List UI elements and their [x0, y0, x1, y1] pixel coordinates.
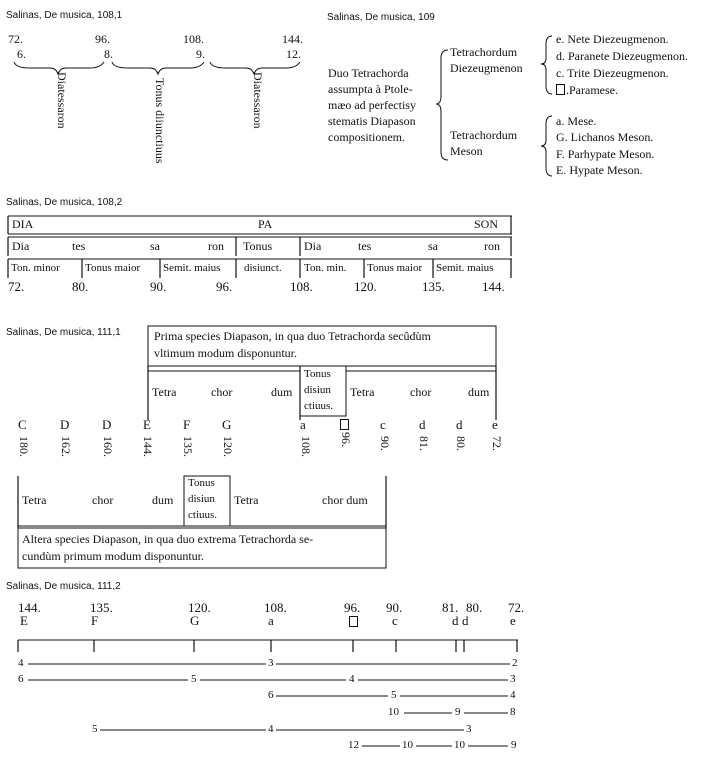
fig1-top-number: 144. — [282, 32, 303, 46]
fig2-note: e. Nete Diezeugmenon. — [556, 32, 669, 46]
fig5-ratio-term: 5 — [92, 723, 98, 735]
fig5-ratio-term: 3 — [510, 673, 516, 685]
fig4-note-letter: a — [300, 417, 306, 432]
fig2-lower-tetrachord: Meson — [450, 144, 483, 158]
fig5-ratio-term: 5 — [391, 689, 397, 701]
fig4-note-letter: d — [419, 417, 426, 432]
fig3-syllable: ron — [208, 239, 224, 253]
caption-fig-108-2: Salinas, De musica, 108,2 — [6, 197, 123, 208]
fig4-lower-tonus: disiun — [188, 493, 215, 505]
fig4-number: 135. — [181, 436, 195, 457]
fig2-lower-tetrachord: Tetrachordum — [450, 128, 518, 142]
fig4-lower-tetra-syllable: chor dum — [322, 493, 368, 507]
fig3-number: 120. — [354, 279, 377, 294]
fig3-number: 135. — [422, 279, 445, 294]
fig4-note-letter: c — [380, 417, 386, 432]
fig3-interval: disiunct. — [244, 262, 282, 274]
fig4-note-letter: e — [492, 417, 498, 432]
fig4-note-letter: E — [143, 417, 151, 432]
fig4-lower-tetra-syllable: chor — [92, 493, 114, 507]
fig5-note-letter: c — [392, 613, 398, 628]
fig5-note-letter: d — [462, 613, 469, 628]
fig2-note: E. Hypate Meson. — [556, 163, 643, 177]
fig4-upper-tetra-syllable: dum — [271, 385, 293, 399]
fig3-interval: Ton. minor — [11, 262, 60, 274]
fig3-interval: Tonus maior — [85, 262, 141, 274]
fig4-lower-tonus: ctiuus. — [188, 509, 218, 521]
fig4-upper-tetra-syllable: dum — [468, 385, 490, 399]
fig4-lower-tetra-syllable: dum — [152, 493, 174, 507]
fig2-note: .Paramese. — [566, 83, 618, 97]
fig4-number: 81. — [417, 436, 431, 451]
fig5-ratio-term: 3 — [466, 723, 472, 735]
fig5-ratio-term: 4 — [18, 657, 24, 669]
fig1-bottom-number: 12. — [286, 47, 301, 61]
fig3-number: 108. — [290, 279, 313, 294]
fig5-ratio-term: 9 — [511, 739, 517, 751]
fig5-ratio-term: 4 — [510, 689, 516, 701]
fig3-syllable: Dia — [12, 239, 30, 253]
fig5-number: 120. — [188, 600, 211, 615]
fig5-ratio-term: 10 — [388, 706, 399, 718]
fig1-top-number: 72. — [8, 32, 23, 46]
fig4-note-letter: D — [60, 417, 70, 432]
fig4-number: 108. — [299, 436, 313, 457]
fig5-ratio-term: 10 — [454, 739, 465, 751]
fig1-bottom-number: 8. — [104, 47, 113, 61]
fig1-top-number: 108. — [183, 32, 204, 46]
fig5-number: 81. — [442, 600, 459, 615]
fig3-number: 72. — [8, 279, 25, 294]
fig5-ratio-term: 4 — [268, 723, 274, 735]
fig4-upper-tetra-syllable: chor — [410, 385, 432, 399]
fig3-tonus: Tonus — [243, 239, 273, 253]
fig3-son: SON — [474, 217, 499, 231]
fig5-note-letter: e — [510, 613, 516, 628]
fig1-diatessaron-label: Diatessaron — [251, 72, 265, 129]
caption-fig-111-2: Salinas, De musica, 111,2 — [6, 581, 121, 592]
fig3-interval: Semit. maius — [436, 262, 494, 274]
fig5-number: 135. — [90, 600, 113, 615]
fig5-ratio-term: 6 — [268, 689, 274, 701]
fig2-upper-tetrachord: Diezeugmenon — [450, 61, 523, 75]
fig2-note: G. Lichanos Meson. — [556, 130, 654, 144]
fig4-number: 180. — [17, 436, 31, 457]
fig5-number: 90. — [386, 600, 403, 615]
fig3-number: 80. — [72, 279, 89, 294]
fig2-intro-line: stematis Diapason — [328, 114, 416, 128]
fig4-top-box-line: Prima species Diapason, in qua duo Tetrachorda secûdùm — [154, 329, 431, 343]
fig4-number: 162. — [59, 436, 73, 457]
caption-fig-109: Salinas, De musica, 109 — [327, 12, 435, 23]
fig1-diatessaron-label: Diatessaron — [55, 72, 69, 129]
fig1-tonus-label: Tonus diiunctiuus — [153, 78, 167, 164]
fig5-ratio-term: 5 — [191, 673, 197, 685]
fig3-syllable: tes — [72, 239, 86, 253]
fig4-bottom-box-line: Altera species Diapason, in qua duo extrema Tetrachorda se- — [22, 532, 314, 546]
fig4-lower-tetra-syllable: Tetra — [22, 493, 47, 507]
fig1-bottom-number: 9. — [196, 47, 205, 61]
fig4-number: 96. — [339, 432, 353, 447]
fig5-note-letter: a — [268, 613, 274, 628]
fig1-top-number: 96. — [95, 32, 110, 46]
fig4-upper-tetra-syllable: chor — [211, 385, 233, 399]
fig5-number: 108. — [264, 600, 287, 615]
fig3-syllable: tes — [358, 239, 372, 253]
fig3-syllable: sa — [150, 239, 160, 253]
fig3-number: 90. — [150, 279, 167, 294]
caption-fig-111-1: Salinas, De musica, 111,1 — [6, 327, 121, 338]
fig2-note: F. Parhypate Meson. — [556, 147, 655, 161]
fig2-intro-line: assumpta à Ptole- — [328, 82, 413, 96]
fig3-dia: DIA — [12, 217, 34, 231]
fig3-syllable: Dia — [304, 239, 322, 253]
fig4-note-letter: d — [456, 417, 463, 432]
fig2-upper-tetrachord: Tetrachordum — [450, 45, 518, 59]
fig5-ratio-term: 8 — [510, 706, 516, 718]
fig3-interval: Ton. min. — [304, 262, 347, 274]
fig5-ratio-term: 10 — [402, 739, 413, 751]
fig5-ratio-term: 12 — [348, 739, 359, 751]
fig2-intro-line: compositionem. — [328, 130, 405, 144]
fig4-upper-tonus: Tonus — [304, 368, 331, 380]
fig5-number: 72. — [508, 600, 525, 615]
fig5-ratio-term: 9 — [455, 706, 461, 718]
fig3-interval: Semit. maius — [163, 262, 221, 274]
fig3-syllable: ron — [484, 239, 500, 253]
fig4-number: 160. — [101, 436, 115, 457]
fig5-note-letter: E — [20, 613, 28, 628]
fig4-note-letter: D — [102, 417, 112, 432]
fig5-ratio-term: 2 — [512, 657, 518, 669]
fig4-lower-tetra-syllable: Tetra — [234, 493, 259, 507]
fig3-syllable: sa — [428, 239, 438, 253]
fig4-note-letter: G — [222, 417, 232, 432]
fig3-number: 96. — [216, 279, 233, 294]
fig2-intro-line: mæo ad perfectisy — [328, 98, 416, 112]
fig5-number: 80. — [466, 600, 483, 615]
fig4-note-letter: C — [18, 417, 27, 432]
fig4-upper-tonus: ctiuus. — [304, 400, 334, 412]
fig5-note-letter: F — [91, 613, 99, 628]
fig4-top-box-line: vltimum modum disponuntur. — [154, 346, 298, 360]
fig2-intro-line: Duo Tetrachorda — [328, 66, 409, 80]
fig1-bottom-number: 6. — [17, 47, 26, 61]
fig4-number: 144. — [141, 436, 155, 457]
fig2-note: d. Paranete Diezeugmenon. — [556, 49, 688, 63]
fig5-ratio-term: 3 — [268, 657, 274, 669]
fig5-ratio-term: 6 — [18, 673, 24, 685]
fig5-ratio-term: 4 — [349, 673, 355, 685]
fig3-interval: Tonus maior — [367, 262, 423, 274]
fig2-note: c. Trite Diezeugmenon. — [556, 66, 669, 80]
fig4-number: 120. — [221, 436, 235, 457]
fig4-upper-tetra-syllable: Tetra — [152, 385, 177, 399]
fig5-number: 96. — [344, 600, 361, 615]
fig4-number: 80. — [454, 436, 468, 451]
fig4-bottom-box-line: cundùm primum modum disponuntur. — [22, 549, 204, 563]
fig4-lower-tonus: Tonus — [188, 477, 215, 489]
fig4-number: 72. — [490, 436, 504, 451]
fig2-note: a. Mese. — [556, 114, 597, 128]
fig5-number: 144. — [18, 600, 41, 615]
fig4-upper-tetra-syllable: Tetra — [350, 385, 375, 399]
fig3-number: 144. — [482, 279, 505, 294]
fig4-number: 90. — [378, 436, 392, 451]
fig5-note-letter: G — [190, 613, 200, 628]
fig4-note-letter: F — [183, 417, 191, 432]
fig3-pa: PA — [258, 217, 273, 231]
fig4-upper-tonus: disiun — [304, 384, 331, 396]
caption-fig-108-1: Salinas, De musica, 108,1 — [6, 10, 123, 21]
fig5-note-letter: d — [452, 613, 459, 628]
